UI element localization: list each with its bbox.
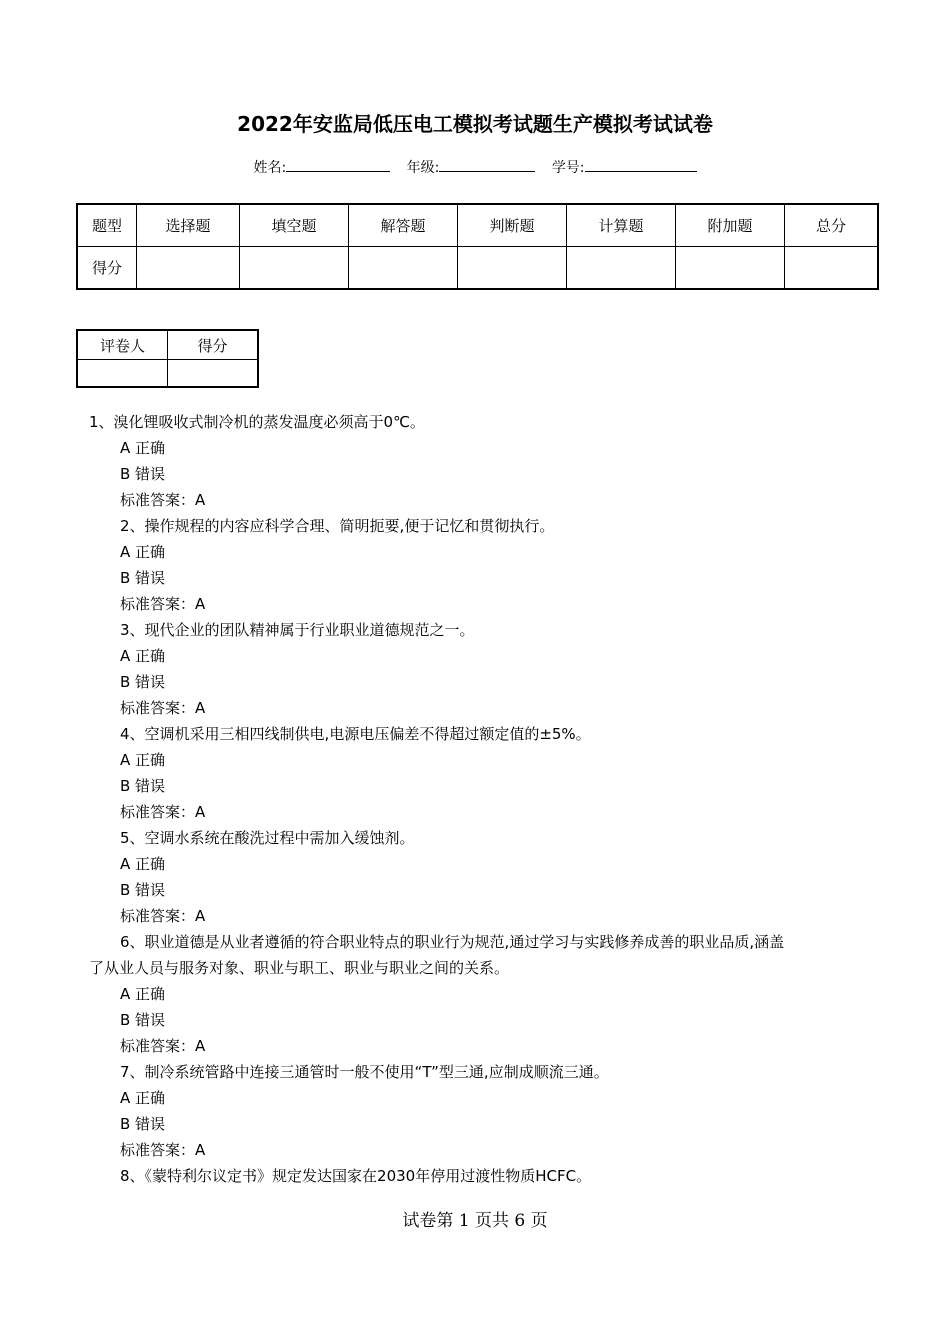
score-header-cell: 解答题 [349,204,458,247]
score-header-cell: 题型 [77,204,137,247]
option-b[interactable]: B 错误 [120,1115,166,1133]
grader-table [76,329,259,388]
student-info-line [0,157,950,177]
option-a[interactable]: A 正确 [120,647,166,665]
question-text: 7、制冷系统管路中连接三通管时一般不使用“T”型三通,应制成顺流三通。 [120,1063,609,1081]
score-header-cell: 选择题 [137,204,240,247]
grader-cell[interactable] [77,360,168,388]
score-row-label: 得分 [77,247,137,290]
grader-header-cell: 得分 [168,330,259,360]
answer-key: 标准答案：A [120,491,206,509]
answer-key: 标准答案：A [120,595,206,613]
question-text: 1、溴化锂吸收式制冷机的蒸发温度必须高于0℃。 [89,413,425,431]
grader-header-row [77,330,258,360]
name-label: 姓名: [253,160,287,176]
option-a[interactable]: A 正确 [120,1089,166,1107]
answer-key: 标准答案：A [120,803,206,821]
grader-header-cell: 评卷人 [77,330,168,360]
grader-cell[interactable] [168,360,259,388]
question-text: 8、《蒙特利尔议定书》规定发达国家在2030年停用过渡性物质HCFC。 [120,1167,592,1185]
option-b[interactable]: B 错误 [120,777,166,795]
option-b[interactable]: B 错误 [120,1011,166,1029]
score-cell[interactable] [567,247,676,290]
grade-field[interactable] [407,160,536,176]
score-header-cell: 计算题 [567,204,676,247]
option-a[interactable]: A 正确 [120,751,166,769]
question-text: 3、现代企业的团队精神属于行业职业道德规范之一。 [120,621,475,639]
score-table-score-row [77,247,878,290]
option-a[interactable]: A 正确 [120,985,166,1003]
grader-body-row [77,360,258,388]
answer-key: 标准答案：A [120,699,206,717]
option-b[interactable]: B 错误 [120,673,166,691]
question-text-continued: 了从业人员与服务对象、职业与职工、职业与职业之间的关系。 [89,959,510,977]
score-table [76,203,879,290]
question-text: 6、职业道德是从业者遵循的符合职业特点的职业行为规范,通过学习与实践修养成善的职业品质,涵盖 [120,933,785,951]
name-field[interactable] [253,160,390,176]
score-header-cell: 附加题 [676,204,785,247]
option-b[interactable]: B 错误 [120,465,166,483]
score-cell[interactable] [458,247,567,290]
score-cell[interactable] [676,247,785,290]
option-b[interactable]: B 错误 [120,881,166,899]
score-header-cell: 总分 [785,204,879,247]
answer-key: 标准答案：A [120,1037,206,1055]
score-cell[interactable] [349,247,458,290]
score-header-cell: 判断题 [458,204,567,247]
option-a[interactable]: A 正确 [120,439,166,457]
score-table-header-row [77,204,878,247]
answer-key: 标准答案：A [120,907,206,925]
exam-title: 2022年安监局低压电工模拟考试题生产模拟考试试卷 [237,112,713,136]
score-header-cell: 填空题 [240,204,349,247]
option-a[interactable]: A 正确 [120,543,166,561]
student-id-label: 学号: [551,160,585,176]
grade-label: 年级: [406,160,440,176]
question-text: 2、操作规程的内容应科学合理、简明扼要,便于记忆和贯彻执行。 [120,517,555,535]
option-a[interactable]: A 正确 [120,855,166,873]
option-b[interactable]: B 错误 [120,569,166,587]
page-footer: 试卷第 1 页共 6 页 [402,1211,548,1231]
score-cell[interactable] [137,247,240,290]
question-text: 5、空调水系统在酸洗过程中需加入缓蚀剂。 [120,829,415,847]
score-cell[interactable] [240,247,349,290]
score-cell[interactable] [785,247,879,290]
answer-key: 标准答案：A [120,1141,206,1159]
question-text: 4、空调机采用三相四线制供电,电源电压偏差不得超过额定值的±5%。 [120,725,591,743]
student-id-field[interactable] [552,160,697,176]
